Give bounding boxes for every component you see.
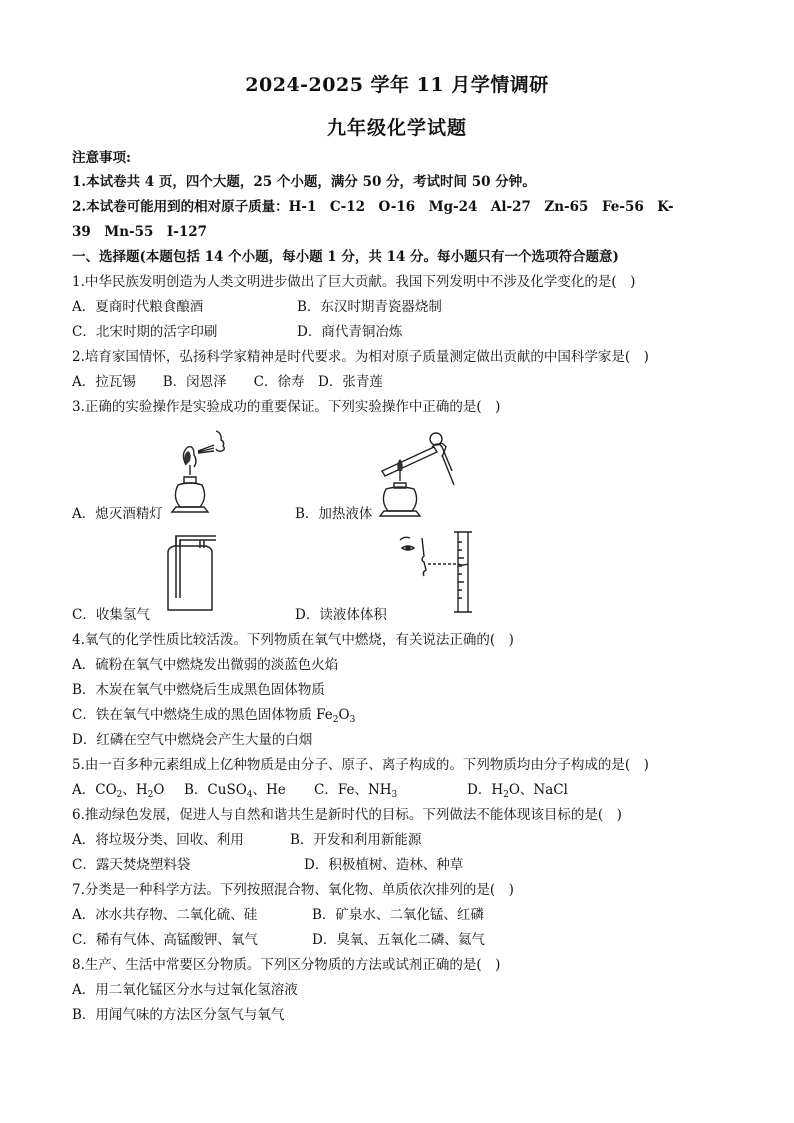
note-1: 1.本试卷共 4 页，四个大题，25 个小题，满分 50 分，考试时间 50 分钟。 <box>72 174 536 190</box>
q7-option-b: B．矿泉水、二氧化锰、红磷 <box>312 907 484 923</box>
note-2-cont: 39 Mn-55 I-127 <box>72 224 208 240</box>
q1-option-c: C．北宋时期的活字印刷 <box>72 324 218 340</box>
q5-stem: 5.由一百多种元素组成上亿种物质是由分子、原子、离子构成的。下列物质均由分子构成的是( ) <box>72 757 649 773</box>
q1-option-d: D．商代青铜冶炼 <box>297 324 403 340</box>
q6-option-b: B．开发和利用新能源 <box>290 832 422 848</box>
heating-test-tube-icon <box>372 425 462 517</box>
q1-stem: 1.中华民族发明创造为人类文明进步做出了巨大贡献。我国下列发明中不涉及化学变化的是( ) <box>72 274 636 290</box>
graduated-cylinder-icon <box>392 528 482 616</box>
section-1-heading: 一、选择题(本题包括 14 个小题，每小题 1 分，共 14 分。每小题只有一个选项符合题意) <box>72 249 619 265</box>
q2-stem: 2.培育家国情怀，弘扬科学家精神是时代要求。为相对原子质量测定做出贡献的中国科学家是( ) <box>72 349 649 365</box>
q7-stem: 7.分类是一种科学方法。下列按照混合物、氧化物、单质依次排列的是( ) <box>72 882 514 898</box>
q5-option-b: B．CuSO$_4$、He <box>184 782 286 800</box>
q4-option-b: B．木炭在氧气中燃烧后生成黑色固体物质 <box>72 682 325 698</box>
gas-collection-bottle-icon <box>160 528 222 616</box>
q6-stem: 6.推动绿色发展，促进人与自然和谐共生是新时代的目标。下列做法不能体现该目标的是( ) <box>72 807 622 823</box>
q8-option-b: B．用闻气味的方法区分氢气与氧气 <box>72 1007 285 1023</box>
q6-option-c: C．露天焚烧塑料袋 <box>72 857 191 873</box>
q4-stem: 4.氧气的化学性质比较活泼。下列物质在氧气中燃烧，有关说法正确的( ) <box>72 632 514 648</box>
q3-option-a: A．熄灭酒精灯 <box>72 506 163 522</box>
q2-options: A．拉瓦锡 B．闵恩泽 C．徐寿 D．张青莲 <box>72 374 383 390</box>
q4-option-c: C．铁在氧气中燃烧生成的黑色固体物质 $Fe_2O_3$ <box>72 707 356 725</box>
q4-option-d: D．红磷在空气中燃烧会产生大量的白烟 <box>72 732 313 748</box>
q1-option-b: B．东汉时期青瓷器烧制 <box>297 299 442 315</box>
q5-option-d: D．$H_2O$、NaCl <box>467 782 568 800</box>
q3-option-d: D．读液体体积 <box>295 607 387 623</box>
q6-option-a: A．将垃圾分类、回收、利用 <box>72 832 244 848</box>
q8-option-a: A．用二氧化锰区分水与过氧化氢溶液 <box>72 982 298 998</box>
q7-option-a: A．冰水共存物、二氧化硫、硅 <box>72 907 258 923</box>
exam-subtitle: 九年级化学试题 <box>326 117 467 139</box>
q3-option-b: B．加热液体 <box>295 506 373 522</box>
q5-option-a: A．$CO_2$、$H_2O$ <box>72 782 165 800</box>
q5-option-c: C．Fe、$NH_3$ <box>314 782 398 800</box>
q8-stem: 8.生产、生活中常要区分物质。下列区分物质的方法或试剂正确的是( ) <box>72 957 501 973</box>
q4-option-a: A．硫粉在氧气中燃烧发出微弱的淡蓝色火焰 <box>72 657 339 673</box>
q7-option-d: D．臭氧、五氧化二磷、氦气 <box>312 932 485 948</box>
q3-stem: 3.正确的实验操作是实验成功的重要保证。下列实验操作中正确的是( ) <box>72 399 501 415</box>
notes-heading: 注意事项: <box>72 150 131 166</box>
q6-option-d: D．积极植树、造林、种草 <box>304 857 464 873</box>
exam-title: 2024-2025 学年 11 月学情调研 <box>245 74 549 96</box>
alcohol-lamp-blow-out-icon <box>168 425 248 517</box>
q7-option-c: C．稀有气体、高锰酸钾、氧气 <box>72 932 258 948</box>
q1-option-a: A．夏商时代粮食酿酒 <box>72 299 204 315</box>
q3-option-c: C．收集氢气 <box>72 607 150 623</box>
note-2: 2.本试卷可能用到的相对原子质量：H-1 C-12 O-16 Mg-24 Al-27 Zn-65 Fe-56 K- <box>72 199 674 215</box>
